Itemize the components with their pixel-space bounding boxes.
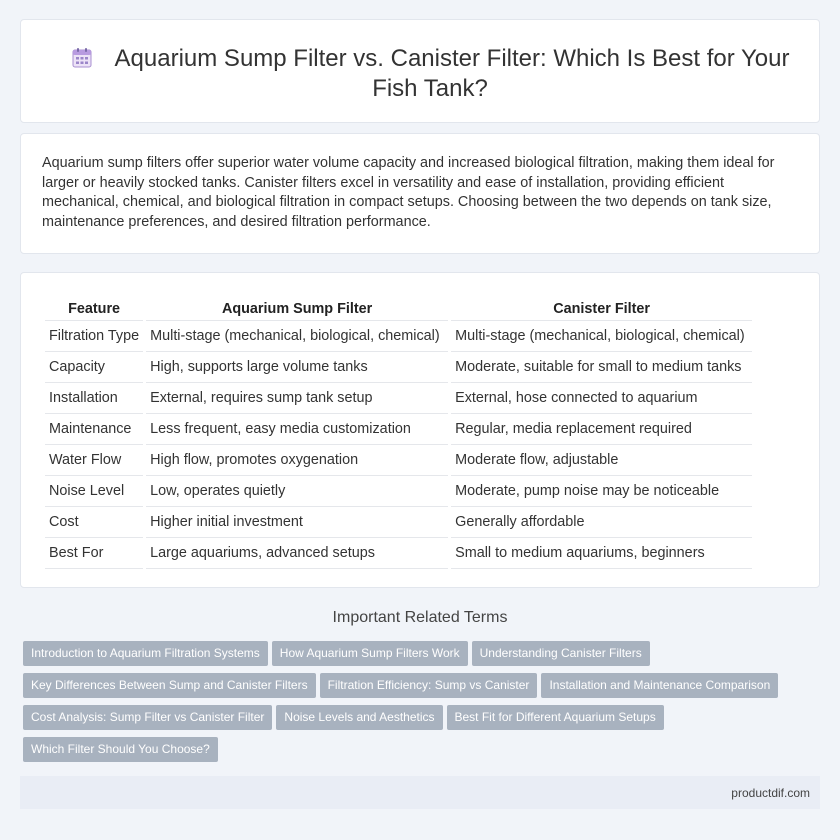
- related-terms-list: [23, 641, 813, 769]
- footer-site-name: productdif.com: [731, 786, 810, 800]
- sump-cell: Large aquariums, advanced setups: [146, 538, 448, 569]
- related-term-link[interactable]: Introduction to Aquarium Filtration Systems: [23, 641, 268, 666]
- tag-row: [23, 673, 813, 705]
- table-row: [45, 352, 752, 383]
- sump-cell: High, supports large volume tanks: [146, 352, 448, 383]
- sump-cell: External, requires sump tank setup: [146, 383, 448, 414]
- canister-cell: Moderate, suitable for small to medium tanks: [451, 352, 752, 383]
- feature-cell: Water Flow: [45, 445, 143, 476]
- related-term-link[interactable]: Filtration Efficiency: Sump vs Canister: [320, 673, 538, 698]
- related-term-link[interactable]: Key Differences Between Sump and Canister Filters: [23, 673, 316, 698]
- table-row: [45, 414, 752, 445]
- header-canister-filter: Canister Filter: [451, 297, 752, 321]
- tag-row: [23, 641, 813, 673]
- sump-cell: Low, operates quietly: [146, 476, 448, 507]
- feature-cell: Installation: [45, 383, 143, 414]
- canister-cell: External, hose connected to aquarium: [451, 383, 752, 414]
- header-feature: Feature: [45, 297, 143, 321]
- related-terms-heading: Important Related Terms: [332, 609, 508, 626]
- feature-cell: Cost: [45, 507, 143, 538]
- canister-cell: Multi-stage (mechanical, biological, chemical): [451, 321, 752, 352]
- feature-cell: Best For: [45, 538, 143, 569]
- related-term-link[interactable]: Best Fit for Different Aquarium Setups: [447, 705, 664, 730]
- comparison-card: [20, 272, 820, 588]
- related-term-link[interactable]: Noise Levels and Aesthetics: [276, 705, 442, 730]
- table-header-row: [45, 297, 752, 321]
- intro-card: [20, 133, 820, 254]
- tag-row: [23, 705, 813, 737]
- sump-cell: High flow, promotes oxygenation: [146, 445, 448, 476]
- comparison-table: [42, 297, 755, 569]
- table-row: [45, 538, 752, 569]
- page-title: Aquarium Sump Filter vs. Canister Filter: Which Is Best for Your Fish Tank?: [114, 45, 790, 102]
- canister-cell: Regular, media replacement required: [451, 414, 752, 445]
- related-term-link[interactable]: Cost Analysis: Sump Filter vs Canister Filter: [23, 705, 272, 730]
- header-card: [20, 19, 820, 123]
- related-term-link[interactable]: Understanding Canister Filters: [472, 641, 650, 666]
- feature-cell: Noise Level: [45, 476, 143, 507]
- page-title-wrap: [61, 44, 799, 104]
- canister-cell: Moderate, pump noise may be noticeable: [451, 476, 752, 507]
- feature-cell: Filtration Type: [45, 321, 143, 352]
- sump-cell: Less frequent, easy media customization: [146, 414, 448, 445]
- tag-row: [23, 737, 813, 769]
- canister-cell: Moderate flow, adjustable: [451, 445, 752, 476]
- feature-cell: Maintenance: [45, 414, 143, 445]
- related-term-link[interactable]: Which Filter Should You Choose?: [23, 737, 218, 762]
- feature-cell: Capacity: [45, 352, 143, 383]
- table-row: [45, 507, 752, 538]
- canister-cell: Small to medium aquariums, beginners: [451, 538, 752, 569]
- intro-paragraph: Aquarium sump filters offer superior water volume capacity and increased biological filtration, making them ideal for larger or heavily stocked tanks. Canister filters excel in versatility and ease of installation, providing efficient mechanical, chemical, and biological filtration in compact setups. Choosing between the two depends on tank size, maintenance preferences, and desired filtration performance.: [42, 155, 775, 230]
- canister-cell: Generally affordable: [451, 507, 752, 538]
- sump-cell: Multi-stage (mechanical, biological, chemical): [146, 321, 448, 352]
- footer: [20, 776, 820, 809]
- calendar-icon: [71, 47, 93, 69]
- table-row: [45, 321, 752, 352]
- table-row: [45, 476, 752, 507]
- table-row: [45, 383, 752, 414]
- sump-cell: Higher initial investment: [146, 507, 448, 538]
- related-term-link[interactable]: How Aquarium Sump Filters Work: [272, 641, 468, 666]
- header-sump-filter: Aquarium Sump Filter: [146, 297, 448, 321]
- related-term-link[interactable]: Installation and Maintenance Comparison: [541, 673, 778, 698]
- table-row: [45, 445, 752, 476]
